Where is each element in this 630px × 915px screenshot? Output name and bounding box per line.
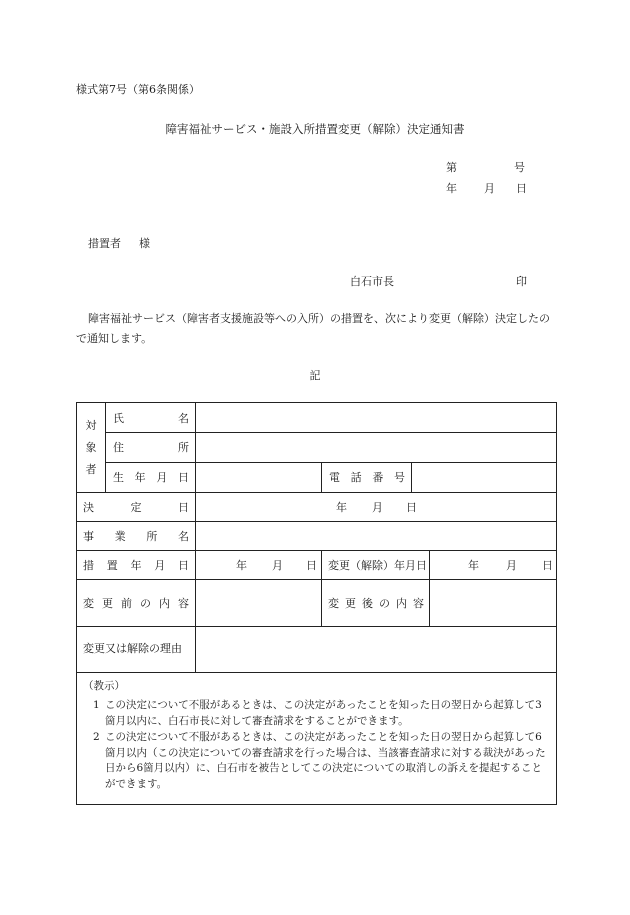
note-item bbox=[83, 698, 549, 729]
label-char: 所 bbox=[146, 529, 158, 543]
after-content-field[interactable] bbox=[430, 579, 556, 626]
subject-label bbox=[77, 403, 105, 492]
before-content-field[interactable] bbox=[196, 579, 321, 626]
label-char: 内 bbox=[396, 596, 407, 610]
birthdate-label bbox=[113, 462, 189, 492]
label-char: 所 bbox=[178, 441, 189, 454]
label-char: 後 bbox=[362, 596, 373, 610]
phone-field[interactable] bbox=[412, 462, 556, 492]
document-number-prefix: 第 bbox=[446, 161, 457, 174]
note-text: この決定について不服があるときは、この決定があったことを知った日の翌日から起算して3箇月以内に、白石市長に対して審査請求をすることができます。 bbox=[105, 699, 542, 727]
label-char: 月 bbox=[156, 471, 168, 484]
document-date-year: 年 bbox=[446, 182, 457, 195]
label-char: 月 bbox=[154, 558, 166, 572]
issuer-name: 白石市長 bbox=[350, 275, 394, 288]
document-title: 障害福祉サービス・施設入所措置変更（解除）決定通知書 bbox=[165, 122, 465, 136]
subject-label-char: 象 bbox=[85, 440, 97, 454]
label-char: 番 bbox=[372, 471, 384, 484]
after-content-label bbox=[328, 579, 424, 626]
label-char: 名 bbox=[178, 411, 189, 425]
label-char: 変 bbox=[328, 596, 339, 610]
name-label bbox=[113, 403, 189, 432]
issuer-seal: 印 bbox=[516, 275, 527, 288]
reason-label bbox=[83, 626, 195, 672]
note-item bbox=[83, 730, 549, 792]
change-date-label-text: 変更（解除）年月日 bbox=[328, 559, 427, 572]
label-char: の bbox=[379, 596, 390, 610]
label-char: 前 bbox=[121, 596, 132, 610]
measure-date-label bbox=[83, 550, 189, 579]
label-char: 日 bbox=[177, 471, 189, 484]
label-char: 措 bbox=[83, 558, 94, 572]
notice-form-table bbox=[76, 402, 557, 805]
facility-field[interactable] bbox=[196, 521, 556, 550]
addressee bbox=[88, 237, 150, 250]
label-char: 年 bbox=[130, 558, 142, 572]
address-field[interactable] bbox=[196, 432, 556, 462]
label-char: の bbox=[140, 596, 151, 610]
decision-date-field[interactable] bbox=[196, 492, 556, 521]
date-year: 年 bbox=[336, 501, 347, 514]
date-month: 月 bbox=[272, 559, 283, 572]
note-number: 2 bbox=[93, 731, 100, 743]
notes-heading: （教示） bbox=[83, 680, 125, 692]
change-date-label bbox=[328, 550, 429, 579]
subject-label-char: 者 bbox=[85, 462, 97, 476]
label-char: 電 bbox=[329, 471, 340, 484]
label-char: 年 bbox=[134, 471, 146, 484]
label-char: 業 bbox=[114, 529, 126, 543]
date-day: 日 bbox=[306, 559, 317, 572]
label-char: 置 bbox=[106, 558, 118, 572]
address-label bbox=[113, 432, 189, 462]
note-number: 1 bbox=[93, 699, 100, 711]
decision-date-label bbox=[83, 492, 189, 521]
label-char: 容 bbox=[178, 596, 189, 610]
date-day: 日 bbox=[542, 559, 553, 572]
notes-section bbox=[77, 672, 556, 804]
document-date bbox=[446, 183, 536, 195]
label-char: 変 bbox=[83, 596, 94, 610]
addressee-honorific: 様 bbox=[139, 237, 150, 250]
label-char: 内 bbox=[159, 596, 170, 610]
document-number-suffix: 号 bbox=[514, 161, 525, 174]
label-char: 生 bbox=[113, 471, 124, 484]
subject-label-char: 対 bbox=[85, 418, 97, 432]
form-number: 様式第7号（第6条関係） bbox=[76, 83, 200, 96]
note-text: この決定について不服があるときは、この決定があったことを知った日の翌日から起算して6箇月以内（この決定についての審査請求を行った場合は、当該審査請求に対する裁決があった日から6箇月以内）に、白石市を被告としてこの決定についての取消しの訴えを提起することができます。 bbox=[105, 731, 546, 790]
name-field[interactable] bbox=[196, 403, 556, 432]
date-month: 月 bbox=[372, 501, 383, 514]
ki-heading: 記 bbox=[309, 369, 321, 382]
label-char: 事 bbox=[83, 529, 94, 543]
document-date-day: 日 bbox=[516, 182, 527, 195]
facility-label bbox=[83, 521, 189, 550]
label-char: 定 bbox=[130, 500, 142, 514]
reason-field[interactable] bbox=[196, 626, 556, 672]
body-text: 障害福祉サービス（障害者支援施設等への入所）の措置を、次により変更（解除）決定したので通知します。 bbox=[76, 312, 550, 345]
change-date-field[interactable] bbox=[430, 550, 556, 579]
label-char: 号 bbox=[393, 471, 405, 484]
measure-date-field[interactable] bbox=[196, 550, 321, 579]
label-char: 名 bbox=[177, 529, 189, 543]
label-char: 氏 bbox=[113, 411, 124, 425]
label-char: 更 bbox=[345, 596, 356, 610]
date-year: 年 bbox=[236, 559, 247, 572]
label-char: 容 bbox=[413, 596, 424, 610]
date-year: 年 bbox=[468, 559, 479, 572]
label-char: 話 bbox=[350, 471, 362, 484]
label-char: 決 bbox=[83, 500, 94, 514]
label-char: 更 bbox=[102, 596, 113, 610]
document-date-month: 月 bbox=[484, 182, 495, 195]
label-char: 日 bbox=[178, 558, 189, 572]
phone-label bbox=[329, 462, 405, 492]
document-number bbox=[446, 161, 525, 174]
birthdate-field[interactable] bbox=[196, 462, 321, 492]
label-char: 住 bbox=[113, 441, 124, 454]
before-content-label bbox=[83, 579, 189, 626]
addressee-name: 措置者 bbox=[88, 237, 121, 250]
date-month: 月 bbox=[506, 559, 517, 572]
reason-label-text: 変更又は解除の理由 bbox=[83, 642, 182, 655]
date-day: 日 bbox=[406, 501, 417, 514]
label-char: 日 bbox=[178, 500, 189, 514]
